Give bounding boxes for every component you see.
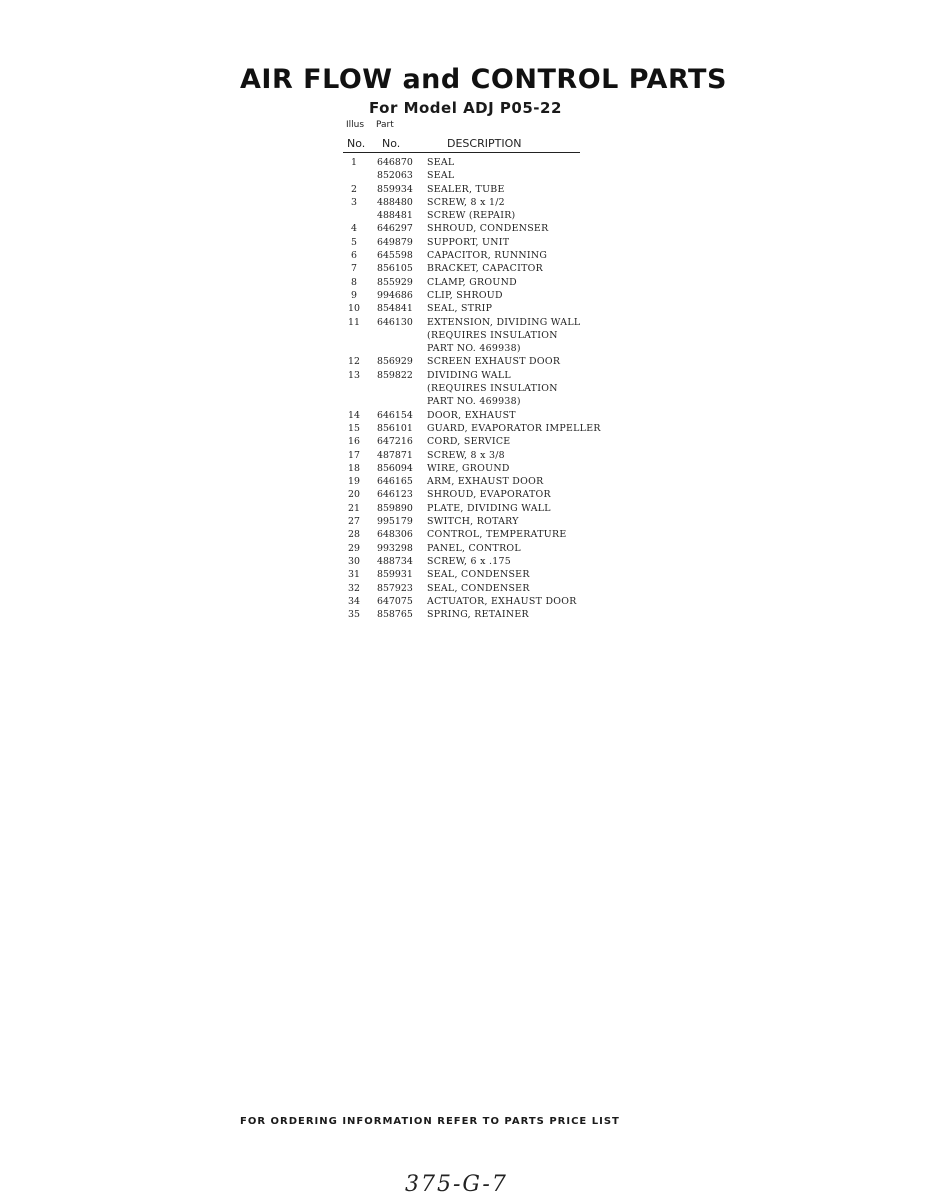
part-number: 859822 — [377, 369, 413, 381]
part-number: 646130 — [377, 316, 413, 328]
part-number: 859934 — [377, 183, 413, 195]
part-number: 859931 — [377, 569, 413, 581]
illus-number: 35 — [348, 609, 360, 621]
parts-row — [343, 183, 643, 196]
part-description: CONTROL, TEMPERATURE — [427, 529, 567, 541]
illus-number: 15 — [348, 422, 360, 434]
part-description: CLAMP, GROUND — [427, 276, 517, 288]
part-number: 487871 — [377, 449, 413, 461]
part-description: SCREW (REPAIR) — [427, 210, 516, 222]
illus-number: 7 — [351, 263, 357, 275]
part-number: 857923 — [377, 582, 413, 594]
illus-number: 6 — [351, 250, 357, 262]
parts-row — [343, 462, 643, 475]
part-number: 858765 — [377, 609, 413, 621]
part-number: 854841 — [377, 303, 413, 315]
illus-number: 28 — [348, 529, 360, 541]
illus-header-top: Illus — [346, 120, 365, 130]
part-description: WIRE, GROUND — [427, 462, 510, 474]
part-number: 649879 — [377, 236, 413, 248]
part-number: 646165 — [377, 476, 413, 488]
illus-number: 9 — [351, 289, 357, 301]
ordering-footer: FOR ORDERING INFORMATION REFER TO PARTS PRICE LIST — [240, 1116, 620, 1127]
part-number: 488480 — [377, 196, 413, 208]
parts-row — [343, 435, 643, 448]
header-rule — [343, 152, 580, 153]
parts-row — [343, 342, 643, 355]
part-description: SEAL, STRIP — [427, 303, 493, 315]
part-number: 647075 — [377, 595, 413, 607]
part-description: SEAL, CONDENSER — [427, 569, 530, 581]
part-description: PART NO. 469938) — [427, 343, 521, 355]
part-description: PLATE, DIVIDING WALL — [427, 502, 551, 514]
part-number: 647216 — [377, 436, 413, 448]
part-description: (REQUIRES INSULATION — [427, 383, 558, 395]
part-number: 646870 — [377, 157, 413, 168]
parts-row — [343, 236, 643, 249]
part-number: 856929 — [377, 356, 413, 368]
part-description: BRACKET, CAPACITOR — [427, 263, 544, 275]
part-description: DOOR, EXHAUST — [427, 409, 516, 421]
illus-number: 12 — [348, 356, 360, 368]
parts-row — [343, 488, 643, 501]
illus-number: 2 — [351, 183, 357, 195]
parts-list — [343, 156, 643, 621]
parts-row — [343, 595, 643, 608]
parts-row — [343, 196, 643, 209]
part-description: PART NO. 469938) — [427, 396, 521, 408]
page-code: 375-G-7 — [405, 1172, 508, 1197]
illus-number: 14 — [348, 409, 360, 421]
part-description: SEAL — [427, 157, 455, 168]
parts-row — [343, 422, 643, 435]
part-number: 646297 — [377, 223, 413, 235]
part-number: 855929 — [377, 276, 413, 288]
part-number: 648306 — [377, 529, 413, 541]
part-description: ARM, EXHAUST DOOR — [427, 476, 544, 488]
parts-row — [343, 156, 643, 169]
parts-row — [343, 608, 643, 621]
part-description: SHROUD, CONDENSER — [427, 223, 549, 235]
illus-number: 16 — [348, 436, 360, 448]
part-description: SEALER, TUBE — [427, 183, 505, 195]
part-number: 852063 — [377, 170, 413, 182]
illus-number: 31 — [348, 569, 360, 581]
model-subtitle: For Model ADJ P05-22 — [369, 99, 562, 117]
parts-row — [343, 262, 643, 275]
parts-row — [343, 515, 643, 528]
part-description: (REQUIRES INSULATION — [427, 329, 558, 341]
part-number: 993298 — [377, 542, 413, 554]
illus-number: 1 — [351, 157, 357, 168]
parts-row — [343, 582, 643, 595]
parts-row — [343, 449, 643, 462]
part-description: PANEL, CONTROL — [427, 542, 521, 554]
part-description: CLIP, SHROUD — [427, 289, 503, 301]
part-number: 856101 — [377, 422, 413, 434]
illus-number: 30 — [348, 555, 360, 567]
parts-row — [343, 222, 643, 235]
part-description: SHROUD, EVAPORATOR — [427, 489, 551, 501]
part-header-top: Part — [376, 120, 394, 130]
illus-number: 20 — [348, 489, 360, 501]
illus-number: 17 — [348, 449, 360, 461]
part-number: 856105 — [377, 263, 413, 275]
part-description: SCREEN EXHAUST DOOR — [427, 356, 561, 368]
part-description: ACTUATOR, EXHAUST DOOR — [427, 595, 577, 607]
part-number: 859890 — [377, 502, 413, 514]
part-description: SUPPORT, UNIT — [427, 236, 510, 248]
parts-row — [343, 409, 643, 422]
part-description: CAPACITOR, RUNNING — [427, 250, 548, 262]
parts-row — [343, 302, 643, 315]
illus-number: 4 — [351, 223, 357, 235]
part-description: SWITCH, ROTARY — [427, 516, 519, 528]
parts-row — [343, 555, 643, 568]
illus-number: 5 — [351, 236, 357, 248]
part-number: 856094 — [377, 462, 413, 474]
parts-row — [343, 475, 643, 488]
illus-number: 21 — [348, 502, 360, 514]
parts-row — [343, 355, 643, 368]
parts-row — [343, 249, 643, 262]
parts-row — [343, 542, 643, 555]
part-no-header: No. — [382, 137, 401, 150]
parts-row — [343, 382, 643, 395]
part-number: 995179 — [377, 516, 413, 528]
illus-number: 34 — [348, 595, 360, 607]
part-description: SCREW, 8 x 1/2 — [427, 196, 505, 208]
part-description: GUARD, EVAPORATOR IMPELLER — [427, 422, 601, 434]
illus-number: 13 — [348, 369, 360, 381]
illus-number: 3 — [351, 196, 357, 208]
part-description: SCREW, 6 x .175 — [427, 555, 512, 567]
illus-number: 18 — [348, 462, 360, 474]
illus-number: 29 — [348, 542, 360, 554]
parts-row — [343, 528, 643, 541]
part-description: SPRING, RETAINER — [427, 609, 529, 621]
parts-row — [343, 329, 643, 342]
parts-row — [343, 568, 643, 581]
parts-row — [343, 502, 643, 515]
page-title: AIR FLOW and CONTROL PARTS — [240, 64, 727, 95]
part-description: SCREW, 8 x 3/8 — [427, 449, 505, 461]
part-number: 994686 — [377, 289, 413, 301]
part-description: CORD, SERVICE — [427, 436, 511, 448]
part-number: 645598 — [377, 250, 413, 262]
parts-row — [343, 369, 643, 382]
part-description: SEAL, CONDENSER — [427, 582, 530, 594]
part-number: 488734 — [377, 555, 413, 567]
illus-number: 11 — [348, 316, 360, 328]
parts-row — [343, 169, 643, 182]
description-header: DESCRIPTION — [447, 137, 522, 150]
part-description: SEAL — [427, 170, 455, 182]
parts-row — [343, 395, 643, 408]
parts-row — [343, 209, 643, 222]
illus-number: 19 — [348, 476, 360, 488]
illus-number: 27 — [348, 516, 360, 528]
parts-row — [343, 276, 643, 289]
parts-row — [343, 289, 643, 302]
part-number: 646123 — [377, 489, 413, 501]
illus-number: 10 — [348, 303, 360, 315]
part-number: 488481 — [377, 210, 413, 222]
illus-number: 8 — [351, 276, 357, 288]
part-description: EXTENSION, DIVIDING WALL — [427, 316, 581, 328]
part-description: DIVIDING WALL — [427, 369, 511, 381]
part-number: 646154 — [377, 409, 413, 421]
parts-row — [343, 316, 643, 329]
illus-no-header: No. — [347, 137, 366, 150]
illus-number: 32 — [348, 582, 360, 594]
